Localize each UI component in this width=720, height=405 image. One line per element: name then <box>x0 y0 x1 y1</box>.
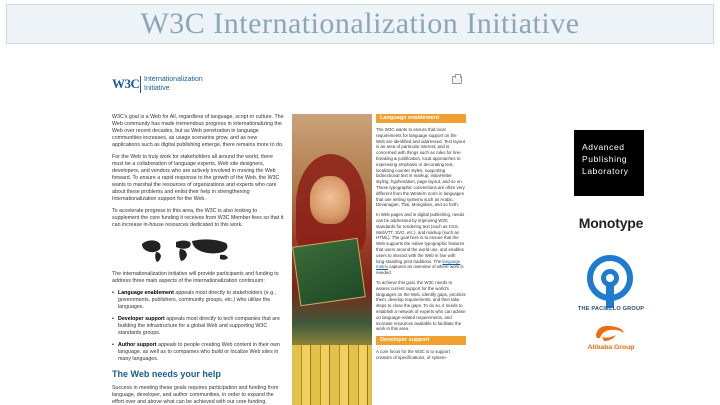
monotype-logo: Monotype <box>578 215 644 231</box>
paragraph-aspects: The internationalization initiative will provide participants and funding to address three main aspects of the internationalization continuum: <box>112 271 279 284</box>
w3c-document-page <box>108 70 470 405</box>
sidebar-text-part: In Web pages and in digital publishing, needs can be addressed by improving W3C standards for rendering text (such as CSS, WebVTT, SVG, etc.), and markup (such as HTML). The goal here is to ensure that the Web supports the native typographic features that users around the world use, and enables users to interact with the Web in line with long-standing print traditions. The <box>376 212 465 264</box>
slide-title: W3C Internationalization Initiative <box>140 7 580 40</box>
bullet-title: Developer support <box>118 316 165 322</box>
alibaba-icon <box>592 323 628 343</box>
logo-divider <box>140 76 141 93</box>
bullet-title: Author support <box>118 342 157 348</box>
apl-line: Advanced <box>582 142 625 152</box>
sidebar-heading-developer: Developer support <box>376 336 466 345</box>
bullet-title: Language enablement <box>118 290 174 296</box>
monk-reading-photo <box>292 114 372 405</box>
sidebar-text-part: captures an overview of where work is needed. <box>376 264 464 276</box>
apl-line: Publishing <box>582 154 628 164</box>
bullet-text: appeals to people creating Web content in their own language, as well as to companies who build or localize Web sites in many languages. <box>118 342 280 362</box>
sidebar-text: A core focus for the W3C is to support creators of specifications, of system- <box>376 349 450 360</box>
world-map-icon <box>138 236 242 262</box>
document-header <box>112 72 466 96</box>
bullet-text: appeals most directly to tech companies that are building the infrastructure for a global Web and supporting W3C standards groups. <box>118 316 280 336</box>
paciello-group-icon <box>584 254 636 310</box>
initiative-line-1: Internationalization <box>144 76 203 83</box>
advanced-publishing-laboratory-logo <box>574 130 644 196</box>
list-item-developer <box>112 316 284 337</box>
language-matrix-link[interactable]: language matrix <box>376 258 461 270</box>
sidebar-text: The W3C wants to ensure that local requirements for language support on the Web are identified and addressed. Text layout is an area of particular interest, and is concerned with things such as rules for line-breaking & justification, local approaches to expressing emphasis or decorating text, localizing counter styles, supporting bidirectional text in markup, initial-letter styling, hyphenation, page layout, and so on. These typographic conventions are often very different from the Western norm in languages that use writing systems such as Arabic, Devanagari, Thai, Mongolian, and so forth. <box>376 127 465 208</box>
main-column <box>112 114 284 405</box>
sidebar-text <box>376 212 466 276</box>
slide-title-bar <box>6 4 714 44</box>
w3c-logo[interactable]: W3C <box>112 76 140 91</box>
list-item-language <box>112 290 284 311</box>
paragraph-collaboration: For the Web to truly work for stakeholders all around the world, there must be a collaboration of language experts, Web site designers, developers, and vendors who are actively involved in moving the Web forward. To ensure a rapid response to the growth of the Web, the W3C wants to marshal the resources of organizations and experts who care about these problems and enlist their help in strengthening Internationalization support for the Web. <box>112 154 280 202</box>
apl-line: Laboratory <box>582 166 629 176</box>
alibaba-group-logo-text: Alibaba Group <box>587 344 635 351</box>
list-item-author <box>112 342 284 363</box>
initiative-name <box>144 75 214 93</box>
sidebar-column <box>376 114 466 365</box>
sidebar-text: To achieve this goal, the W3C needs to assess current support for the world's languages on the Web, identify gaps, prioritize them, develop requirements, and then take steps to close the gaps. To do so, it needs to establish a network of experts who can advise on language-related requirements, and increase resources available to facilitate the work in this area. <box>376 279 466 332</box>
aspects-list <box>112 290 284 363</box>
closing-paragraph: Success in meeting these goals requires participation and funding from language, developer, and author communities, in order to expand the effort over and above what can be achieved with our core funding. <box>112 385 279 405</box>
intro-paragraph: W3C's goal is a Web for All, regardless of language, script or culture. The Web community has made tremendous progress in internationalizing the Web over recent decades, but as Web penetration in language communities increases, as usage scenarios grow, and as new applications such as digital publishing emerge, there remains more to do. <box>112 114 284 148</box>
bullet-text: appeals most directly to stakeholders (e.g., governments, publishers, community groups, etc.) who utilize the languages. <box>118 290 277 310</box>
sidebar-heading-language: Language enablement <box>376 114 466 123</box>
initiative-line-2: Initiative <box>144 85 170 92</box>
print-icon[interactable] <box>452 76 462 84</box>
paciello-group-logo-text: THE PACIELLO GROUP <box>577 306 645 312</box>
web-needs-heading: The Web needs your help <box>112 369 221 379</box>
paragraph-funding: To accelerate progress in this area, the W3C is also looking to supplement the core funding it receives from W3C Member fees so that it can increase in-house resources dedicated to this work. <box>112 208 284 228</box>
